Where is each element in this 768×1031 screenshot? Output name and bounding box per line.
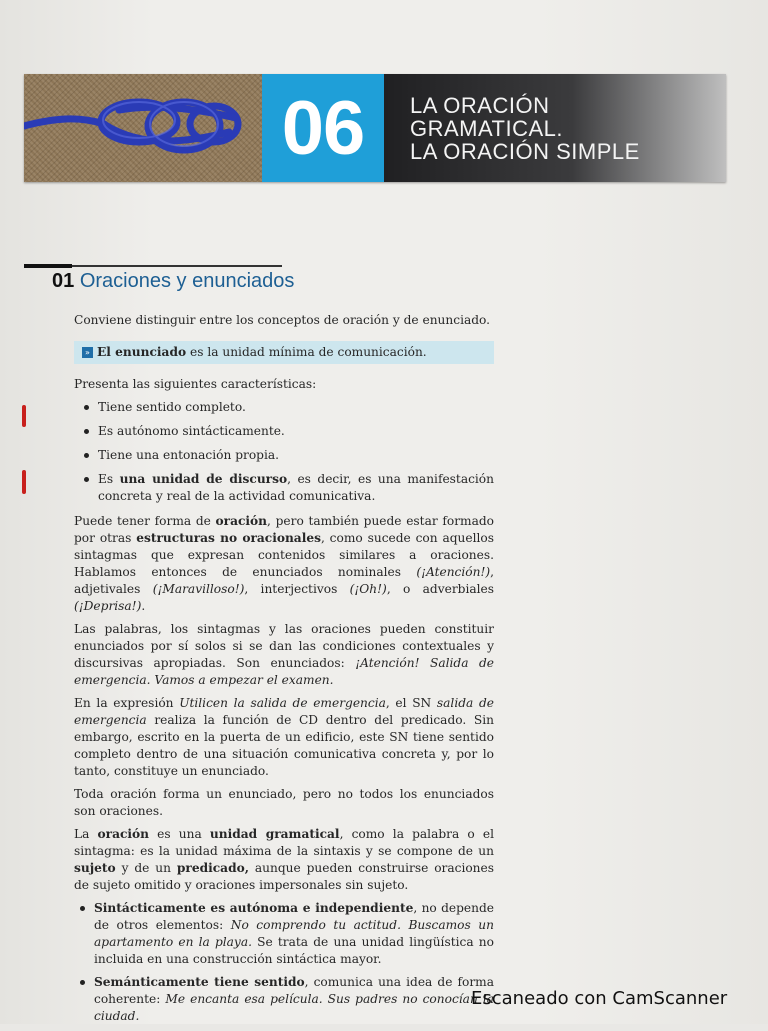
rope-photo [24,74,262,182]
chapter-title-line-2: GRAMATICAL. [410,116,564,141]
definition-text [97,344,427,361]
section-number: 01 [52,270,75,292]
section-title: Oraciones y enunciados [79,270,295,292]
list-item: Tiene una entonación propia. [98,447,494,464]
list-item: Es autónomo sintácticamente. [98,423,494,440]
properties-list [74,900,494,1025]
chapter-banner [24,74,726,182]
section-heading [52,270,294,293]
features-intro: Presenta las siguientes características: [74,377,317,391]
list-item: Semánticamente tiene sentido, comunica una idea de forma coherente: Me encanta esa película. Sus padres no conocían la ciudad. [94,975,495,1023]
list-item: Tiene sentido completo. [98,399,494,416]
chapter-title-line-3: LA ORACIÓN SIMPLE [410,139,640,164]
paragraph-palabras: Las palabras, los sintagmas y las oraciones pueden constituir enunciados por sí solos si se dan las condiciones contextuales y discursivas apropiadas. Son enunciados: ¡Atención! Salida de emergencia. Vamos a empezar el examen. [74,622,494,687]
list-item: Sintácticamente es autónoma e independiente, no depende de otros elementos: No comprendo tu actitud. Buscamos un apartamento en la playa. Se trata de una unidad lingüística no incluida en una construcción sintáctica mayor. [94,901,495,966]
definition-rest: es la unidad mínima de comunicación. [189,345,427,359]
double-arrow-icon: » [82,347,93,358]
intro-paragraph: Conviene distinguir entre los conceptos de oración y de enunciado. [74,313,491,327]
paragraph-expresion: En la expresión Utilicen la salida de emergencia, el SN salida de emergencia realiza la función de CD dentro del predicado. Sin embargo, escrito en la puerta de un edificio, este SN tiene sentido completo dentro de una situación comunicativa concreta y, por lo tanto, constituye un enunciado. [74,696,494,778]
paragraph-toda-oracion: Toda oración forma un enunciado, pero no todos los enunciados son oraciones. [74,787,494,818]
paragraph-forma: Puede tener forma de oración, pero también puede estar formado por otras estructuras no oracionales, como sucede con aquellos sintagmas que expresan contenidos similares a oraciones. Hablamos entonces de enunciados nominales (¡Atención!), adjetivales (¡Maravilloso!), interjectivos (¡Oh!), o adverbiales (¡Deprisa!). [74,514,494,613]
chapter-number: 06 [281,85,365,171]
red-margin-mark [22,405,26,427]
section-rule-thin [72,265,282,267]
main-content [74,312,494,1031]
red-margin-mark [22,470,26,494]
scanner-watermark: Escaneado con CamScanner [471,988,728,1009]
definition-term: El enunciado [97,345,187,359]
rope-knot-icon [24,74,262,182]
section-rule-thick [24,264,72,268]
feature4-bold: una unidad de discurso [119,472,288,486]
chapter-title-line-1: LA ORACIÓN [410,93,550,118]
chapter-number-box [262,74,384,182]
definition-box [74,341,494,364]
features-list [74,399,494,505]
chapter-title [384,74,726,182]
feature4-post: , es decir, es una manifestación concreta y real de la actividad comunicativa. [98,472,494,503]
list-item [98,471,494,505]
feature4-pre: Es [98,472,120,486]
paragraph-oracion: La oración es una unidad gramatical, como la palabra o el sintagma: es la unidad máxima de la sintaxis y se compone de un sujeto y de un predicado, aunque pueden construirse oraciones de sujeto omitido y oraciones impersonales sin sujeto. [74,827,494,892]
